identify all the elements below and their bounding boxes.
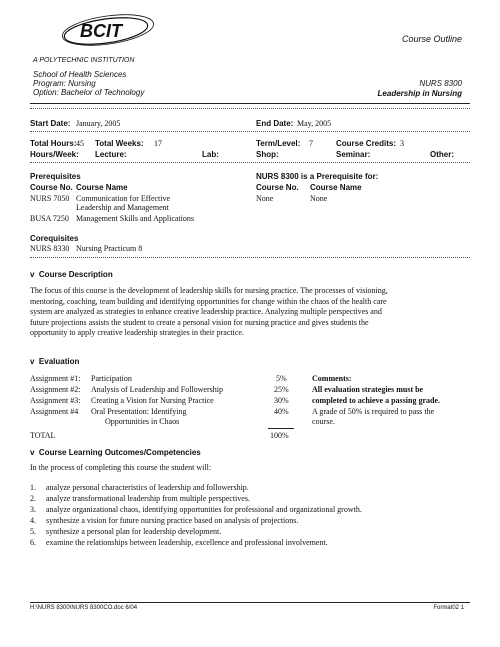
list-item xyxy=(30,494,250,503)
section-bullet-icon: v xyxy=(30,448,35,457)
total-weeks-value: 17 xyxy=(154,139,162,148)
course-title: Leadership in Nursing xyxy=(377,89,462,98)
outcomes-intro: In the process of completing this course the student will: xyxy=(30,463,212,472)
description-section-header xyxy=(30,270,113,279)
prereq-for-col-no: Course No. xyxy=(256,183,299,192)
outcome-text: analyze personal characteristics of leadership and followership. xyxy=(46,483,249,492)
option-name: Option: Bachelor of Technology xyxy=(33,88,145,97)
dates-divider xyxy=(30,131,470,132)
coreq-heading: Corequisites xyxy=(30,234,79,243)
eval-desc-cont: Opportunities in Chaos xyxy=(105,417,180,426)
seminar-label: Seminar: xyxy=(336,150,371,159)
total-hours-value: 45 xyxy=(76,139,84,148)
prereq-for-col-name: Course Name xyxy=(310,183,362,192)
lecture-label: Lecture: xyxy=(95,150,127,159)
prereq-for-name: None xyxy=(310,194,328,203)
evaluation-section-header xyxy=(30,357,79,366)
eval-pct: 30% xyxy=(274,396,289,405)
end-date-value: May, 2005 xyxy=(297,119,332,128)
prereq-col-name: Course Name xyxy=(76,183,128,192)
coreq-no: NURS 8330 xyxy=(30,244,70,253)
outcome-text: synthesize a personal plan for leadership development. xyxy=(46,527,222,536)
description-body xyxy=(30,286,472,339)
credits-value: 3 xyxy=(400,139,404,148)
prereq-no: NURS 7050 xyxy=(30,194,70,203)
prereq-name: Communication for Effective xyxy=(76,194,171,203)
comments-line: course. xyxy=(312,417,335,426)
outcome-num: 5. xyxy=(30,527,36,536)
doc-type: Course Outline xyxy=(401,34,462,44)
description-line: system are analyzed as strategies to enhance creative leadership practice. Analyzing multiple perspectives and xyxy=(30,307,382,317)
svg-text:BCIT: BCIT xyxy=(80,21,122,41)
section-bullet-icon: v xyxy=(30,357,35,366)
description-line: mentoring, coaching, team building and identifying opportunities for change within the chaos of the health care xyxy=(30,296,387,306)
outcome-num: 2. xyxy=(30,494,36,503)
institution-tagline: A POLYTECHNIC INSTITUTION xyxy=(33,57,135,64)
eval-pct: 25% xyxy=(274,385,289,394)
total-hours-label: Total Hours: xyxy=(30,139,77,148)
eval-desc: Oral Presentation: Identifying xyxy=(91,407,187,416)
description-line: The focus of this course is the development of leadership skills for nursing practice. The processes of visioning, xyxy=(30,286,388,295)
credits-label: Course Credits: xyxy=(336,139,397,148)
eval-label: Assignment #3: xyxy=(30,396,81,405)
bcit-logo xyxy=(60,14,170,48)
description-line: opportunity to apply creative leadership strategies in their practice. xyxy=(30,328,244,338)
eval-label: Assignment #1: xyxy=(30,374,81,383)
list-item xyxy=(30,505,362,514)
eval-pct: 40% xyxy=(274,407,289,416)
list-item xyxy=(30,538,328,547)
prereq-col-no: Course No. xyxy=(30,183,73,192)
header-divider xyxy=(30,103,470,104)
prereq-for-no: None xyxy=(256,194,274,203)
outcome-num: 1. xyxy=(30,483,36,492)
eval-total-label: TOTAL xyxy=(30,431,56,440)
outcome-text: examine the relationships between leadership, excellence and professional involvement. xyxy=(46,538,328,547)
eval-label: Assignment #4 xyxy=(30,407,79,416)
outcome-text: synthesize a vision for future nursing practice based on analysis of projections. xyxy=(46,516,299,525)
comments-heading: Comments: xyxy=(312,374,352,383)
other-label: Other: xyxy=(430,150,454,159)
footer-path: H:\NURS 8300\NURS 8300CO.doc 6/04 xyxy=(30,605,138,611)
course-code: NURS 8300 xyxy=(419,79,462,88)
outcome-num: 4. xyxy=(30,516,36,525)
total-weeks-label: Total Weeks: xyxy=(95,139,144,148)
prereq-name-cont: Leadership and Management xyxy=(76,203,169,212)
prereq-no: BUSA 7250 xyxy=(30,214,69,223)
prereq-for-heading: NURS 8300 is a Prerequisite for: xyxy=(256,172,379,181)
term-label: Term/Level: xyxy=(256,139,301,148)
description-line: future projections assists the student to create a personal vision for nursing practice and gives students the xyxy=(30,317,369,327)
term-value: 7 xyxy=(309,139,313,148)
end-date-label: End Date: xyxy=(256,119,294,128)
coreq-name: Nursing Practicum 8 xyxy=(76,244,143,253)
lab-label: Lab: xyxy=(202,150,219,159)
eval-desc: Analysis of Leadership and Followership xyxy=(91,385,223,394)
program-name: Program: Nursing xyxy=(33,79,96,88)
header-divider-2 xyxy=(30,108,470,109)
eval-label: Assignment #2: xyxy=(30,385,81,394)
outcome-num: 6. xyxy=(30,538,36,547)
prereq-divider xyxy=(30,257,470,258)
eval-pct: 5% xyxy=(276,374,287,383)
section-bullet-icon: v xyxy=(30,270,35,279)
eval-desc: Creating a Vision for Nursing Practice xyxy=(91,396,214,405)
footer-page: Format02 1 xyxy=(433,605,464,611)
list-item xyxy=(30,516,299,525)
start-date-label: Start Date: xyxy=(30,119,71,128)
evaluation-heading: Evaluation xyxy=(38,357,80,366)
outcomes-heading: Course Learning Outcomes/Competencies xyxy=(38,448,201,457)
outcomes-section-header xyxy=(30,448,201,457)
hours-divider xyxy=(30,162,470,163)
list-item xyxy=(30,483,249,492)
shop-label: Shop: xyxy=(256,150,279,159)
footer-divider xyxy=(30,602,470,603)
prereq-heading: Prerequisites xyxy=(30,172,81,181)
eval-total-value: 100% xyxy=(270,431,289,440)
description-heading: Course Description xyxy=(38,270,113,279)
hours-week-label: Hours/Week: xyxy=(30,150,79,159)
comments-bold-line: All evaluation strategies must be xyxy=(312,385,424,394)
school-name: School of Health Sciences xyxy=(33,70,127,79)
outcome-num: 3. xyxy=(30,505,36,514)
start-date-value: January, 2005 xyxy=(76,119,121,128)
outcome-text: analyze transformational leadership from multiple perspectives. xyxy=(46,494,250,503)
list-item xyxy=(30,527,222,536)
outcome-text: analyze organizational chaos, identifying opportunities for professional and organizational growth. xyxy=(46,505,362,514)
comments-bold-line: completed to achieve a passing grade. xyxy=(312,396,440,405)
total-rule xyxy=(268,428,294,429)
comments-line: A grade of 50% is required to pass the xyxy=(312,407,435,416)
prereq-name: Management Skills and Applications xyxy=(76,214,194,223)
eval-desc: Participation xyxy=(91,374,132,383)
